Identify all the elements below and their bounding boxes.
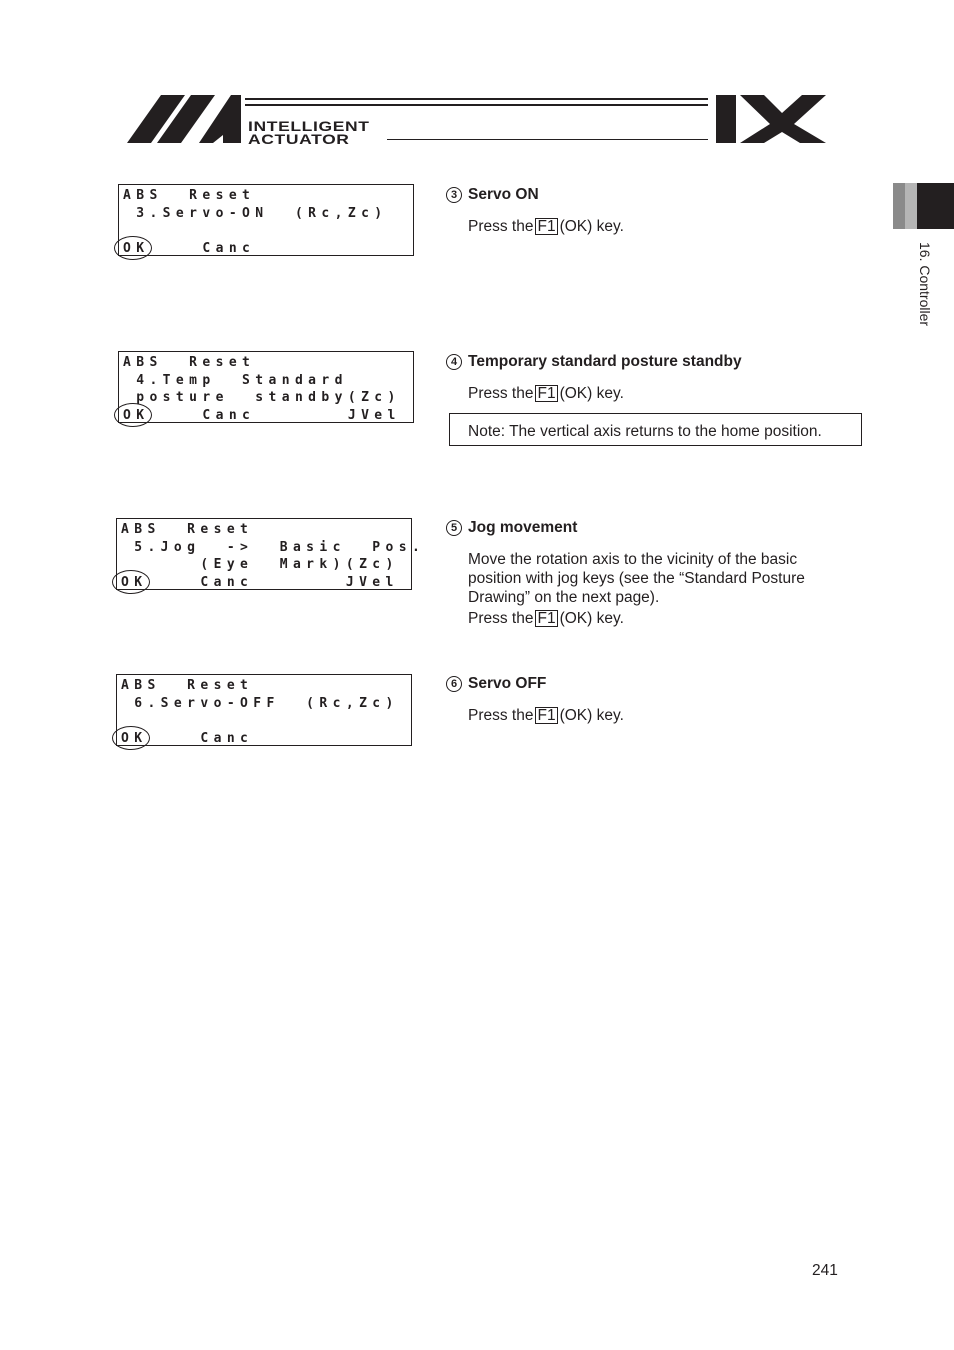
instruction-text <box>468 384 624 403</box>
lcd-panel-servo-off <box>116 674 412 746</box>
description-line: position with jog keys (see the “Standard Posture <box>468 570 805 587</box>
lcd-line: 4.Temp Standard <box>123 373 348 388</box>
ok-highlight-circle <box>114 403 152 427</box>
lcd-line: OK Canc <box>121 731 254 746</box>
lcd-line: ABS Reset <box>121 678 254 693</box>
lcd-line: posture standby(Zc) <box>123 390 401 405</box>
instruction-suffix: (OK) key. <box>559 707 624 724</box>
instruction-prefix: Press the <box>468 707 534 724</box>
f1-key-label: F1 <box>537 707 556 724</box>
instruction-text <box>468 217 624 236</box>
lcd-line: 3.Servo-ON (Rc,Zc) <box>123 206 388 221</box>
page-number: 241 <box>812 1262 838 1279</box>
instruction-text <box>468 609 624 628</box>
instruction-suffix: (OK) key. <box>559 385 624 402</box>
lcd-line: (Eye Mark)(Zc) <box>121 557 399 572</box>
lcd-panel-temp-standard <box>118 351 414 423</box>
instruction-suffix: (OK) key. <box>559 610 624 627</box>
lcd-line: ABS Reset <box>121 522 254 537</box>
step-title-text: Temporary standard posture standby <box>468 353 742 370</box>
instruction-prefix: Press the <box>468 218 534 235</box>
lcd-panel-servo-on <box>118 184 414 256</box>
ix-mark <box>716 95 828 145</box>
lcd-panel-jog <box>116 518 426 590</box>
note-box: Note: The vertical axis returns to the home position. <box>449 413 862 446</box>
instruction-text <box>468 706 624 725</box>
lcd-line: ABS Reset <box>123 188 256 203</box>
step-number: 4 <box>446 354 462 370</box>
chapter-tab-label: 16. Controller <box>917 242 933 327</box>
lcd-line: OK Canc JVel <box>123 408 401 423</box>
step-title-servo-on <box>446 186 539 204</box>
lcd-line: ABS Reset <box>123 355 256 370</box>
step-number: 6 <box>446 676 462 692</box>
step-number: 3 <box>446 187 462 203</box>
lcd-line: 6.Servo-OFF (Rc,Zc) <box>121 696 399 711</box>
instruction-suffix: (OK) key. <box>559 218 624 235</box>
brand-line-2: ACTUATOR <box>248 131 350 147</box>
lcd-line: OK Canc <box>123 241 256 256</box>
instruction-prefix: Press the <box>468 610 534 627</box>
step-title-text: Jog movement <box>468 519 578 536</box>
f1-key-label: F1 <box>537 610 556 627</box>
f1-key-label: F1 <box>537 385 556 402</box>
ok-highlight-circle <box>112 726 150 750</box>
f1-key-label: F1 <box>537 218 556 235</box>
step-title-text: Servo ON <box>468 186 539 203</box>
ia-logo-mark <box>127 95 245 144</box>
instruction-prefix: Press the <box>468 385 534 402</box>
brand-line-1: INTELLIGENT <box>248 118 370 134</box>
step-title-servo-off <box>446 675 546 693</box>
jog-description <box>468 550 805 607</box>
step-title-jog <box>446 519 577 537</box>
ok-highlight-circle <box>112 570 150 594</box>
lcd-line: OK Canc JVel <box>121 575 399 590</box>
lcd-line: 5.Jog -> Basic Pos. <box>121 540 426 555</box>
description-line: Drawing” on the next page). <box>468 589 660 606</box>
ok-highlight-circle <box>114 236 152 260</box>
step-title-temp-standby <box>446 353 742 371</box>
step-title-text: Servo OFF <box>468 675 547 692</box>
description-line: Move the rotation axis to the vicinity of the basic <box>468 551 798 568</box>
step-number: 5 <box>446 520 462 536</box>
